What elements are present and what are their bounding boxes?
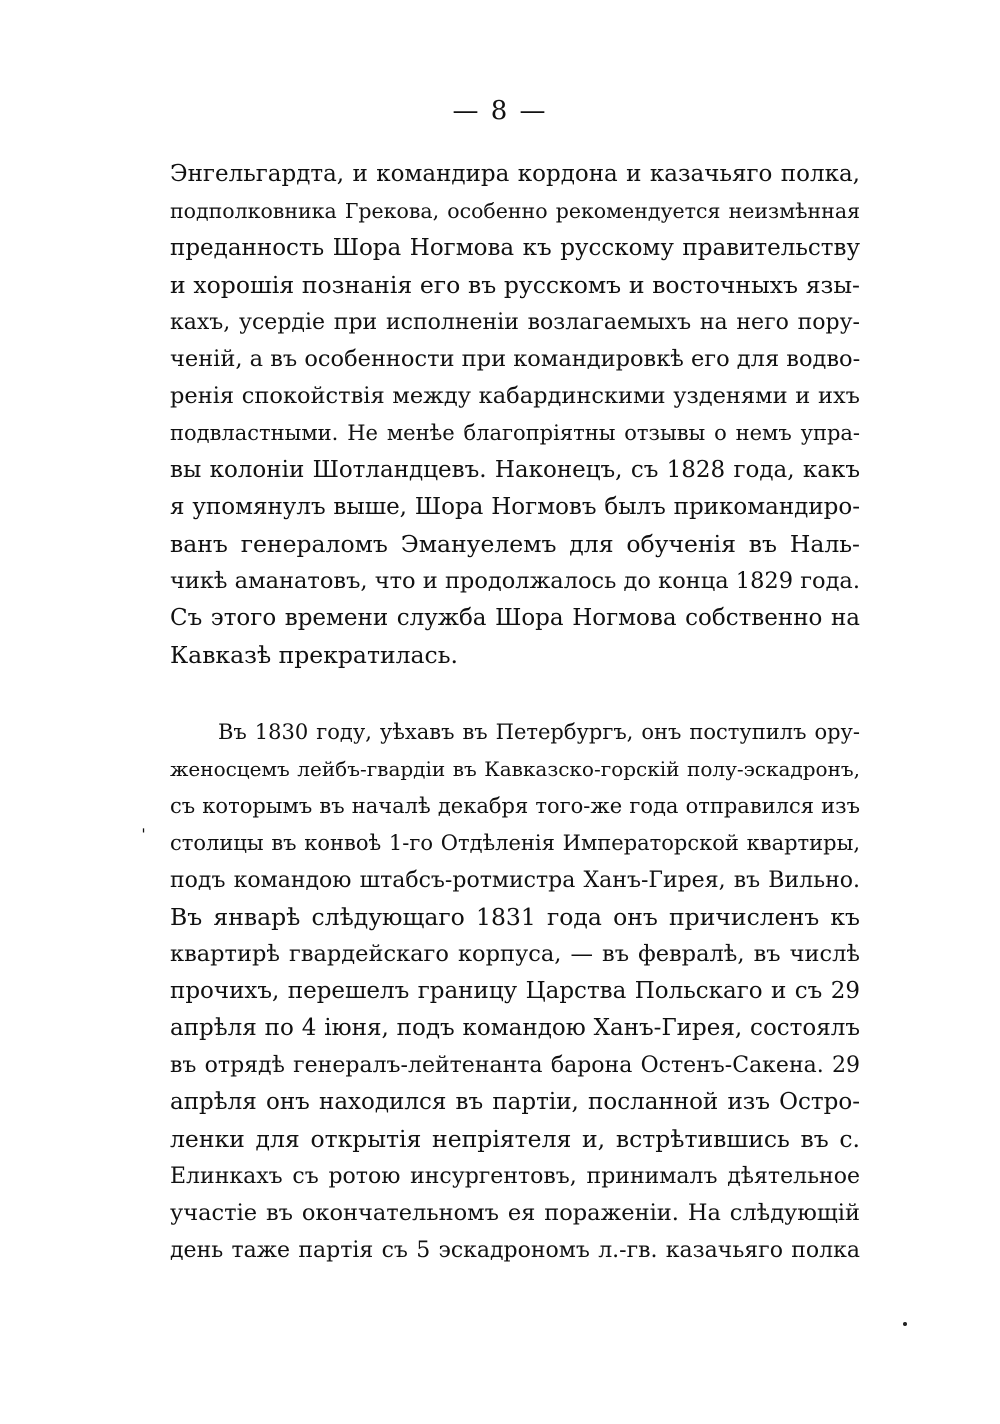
- text-line: прочихъ, перешелъ границу Царства Польскаго и съ 29: [170, 978, 860, 1004]
- text-line: ванъ генераломъ Эмануелемъ для обученія въ Наль-: [170, 530, 860, 558]
- text-line: и хорошія познанія его въ русскомъ и восточныхъ язы-: [170, 271, 860, 299]
- text-line: апрѣля онъ находился въ партіи, посланной изъ Остро-: [170, 1089, 860, 1115]
- ink-dot: [903, 1322, 907, 1326]
- text-line: Кавказѣ прекратилась.: [170, 641, 458, 669]
- text-line: ренія спокойствія между кабардинскими узденями и ихъ: [170, 383, 860, 409]
- text-line: ленки для открытія непріятеля и, встрѣтившись въ с.: [170, 1125, 860, 1153]
- text-line: день таже партія съ 5 эскадрономъ л.-гв. казачьяго полка: [170, 1238, 860, 1263]
- text-line: кахъ, усердіе при исполненіи возлагаемыхъ на него пору-: [170, 310, 860, 335]
- text-line: Съ этого времени служба Шора Ногмова собственно на: [170, 605, 860, 631]
- text-line: преданность Шора Ногмова къ русскому правительству: [170, 235, 860, 261]
- text-line: чикѣ аманатовъ, что и продолжалось до конца 1829 года.: [170, 568, 860, 594]
- text-line: вы колоніи Шотландцевъ. Наконецъ, съ 1828 года, какъ: [170, 457, 860, 483]
- text-line: столицы въ конвоѣ 1-го Отдѣленія Императорской квартиры,: [170, 831, 860, 855]
- text-line: Елинкахъ съ ротою инсургентовъ, принималъ дѣятельное: [170, 1164, 860, 1189]
- margin-tick-mark: ˈ: [141, 826, 146, 847]
- text-line: подъ командою штабсъ-ротмистра Ханъ-Гирея, въ Вильно.: [170, 868, 860, 893]
- text-line: ченій, а въ особенности при командировкѣ его для водво-: [170, 346, 861, 372]
- text-line: я упомянулъ выше, Шора Ногмовъ былъ прикомандиро-: [170, 494, 860, 520]
- page-number: — 8 —: [452, 96, 548, 126]
- text-line: подполковника Грекова, особенно рекомендуется неизмѣнная: [170, 199, 860, 223]
- text-line: Въ январѣ слѣдующаго 1831 года онъ причисленъ къ: [170, 903, 860, 931]
- text-line: Энгельгардта, и командира кордона и казачьяго полка,: [170, 161, 860, 187]
- text-line: Въ 1830 году, уѣхавъ въ Петербургъ, онъ поступилъ ору-: [218, 720, 860, 744]
- text-line: квартирѣ гвардейскаго корпуса, — въ февралѣ, въ числѣ: [170, 941, 860, 967]
- text-line: съ которымъ въ началѣ декабря того-же года отправился изъ: [170, 794, 860, 818]
- text-line: апрѣля по 4 іюня, подъ командою Ханъ-Гирея, состоялъ: [170, 1015, 860, 1041]
- text-line: участіе въ окончательномъ ея пораженіи. На слѣдующій: [170, 1200, 860, 1226]
- text-line: въ отрядѣ генералъ-лейтенанта барона Остенъ-Сакена. 29: [170, 1053, 860, 1078]
- text-line: женосцемъ лейбъ-гвардіи въ Кавказско-горскій полу-эскадронъ,: [170, 757, 860, 781]
- text-line: подвластными. Не менѣе благопріятны отзывы о немъ упра-: [170, 421, 860, 445]
- paragraph-2: [170, 714, 860, 1269]
- paragraph-1: [170, 156, 860, 674]
